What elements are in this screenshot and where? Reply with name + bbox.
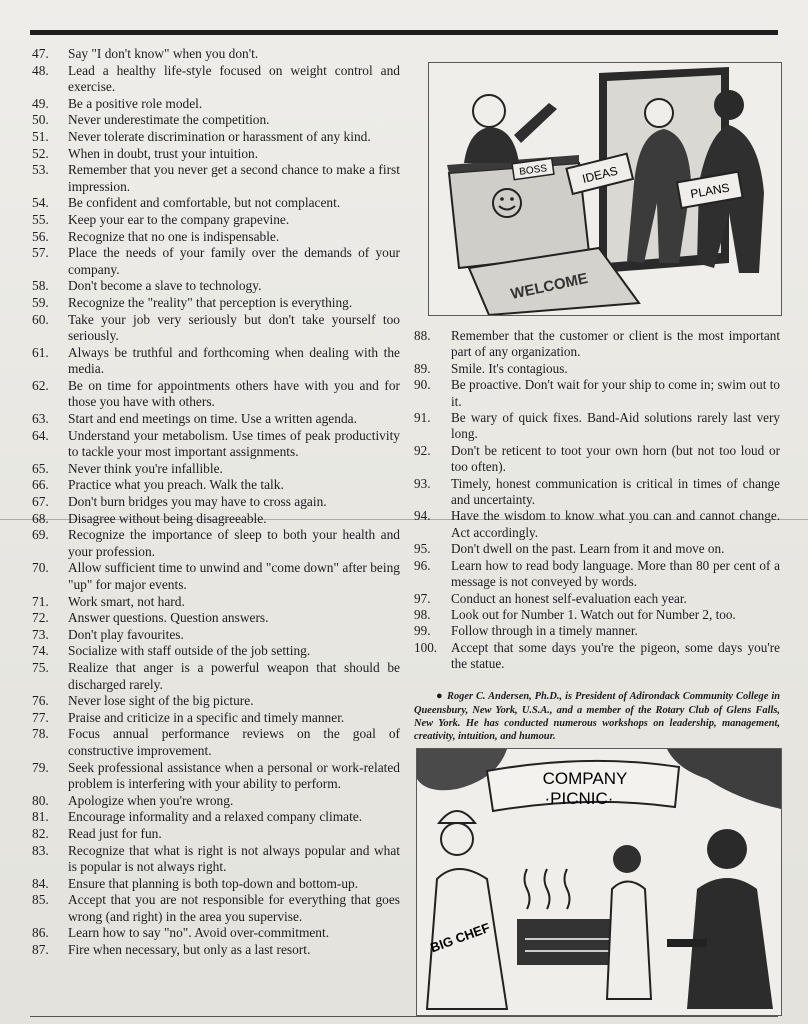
item-text: Have the wisdom to know what you can and cannot change. Act accordingly. — [451, 508, 780, 540]
item-number: 48. — [32, 62, 49, 78]
item-number: 64. — [32, 427, 49, 443]
list-item — [32, 411, 400, 428]
item-number: 80. — [32, 792, 49, 808]
item-text: Conduct an honest self-evaluation each year. — [451, 590, 687, 606]
list-item — [32, 710, 400, 727]
item-text: Smile. It's contagious. — [451, 360, 568, 376]
item-number: 49. — [32, 95, 49, 111]
list-item — [414, 328, 780, 361]
list-item — [32, 560, 400, 593]
item-number: 83. — [32, 842, 49, 858]
item-text: Always be truthful and forthcoming when dealing with the media. — [68, 344, 400, 377]
employee-head — [645, 99, 673, 127]
item-number: 47. — [32, 46, 49, 61]
top-rule — [30, 30, 778, 35]
item-text: Don't play favourites. — [68, 626, 184, 642]
item-number: 89. — [414, 360, 431, 376]
item-text: Disagree without being disagreeable. — [68, 510, 267, 526]
list-item — [32, 245, 400, 278]
item-text: Fire when necessary, but only as a last resort. — [68, 942, 311, 958]
list-item — [414, 591, 780, 607]
boss-head — [473, 95, 505, 127]
list-item — [32, 610, 400, 627]
item-number: 84. — [32, 875, 49, 891]
item-text: Accept that some days you're the pigeon, some days you're the statue. — [451, 639, 780, 672]
item-text: Remember that the customer or client is the most important part of any organization. — [451, 328, 780, 360]
list-item — [32, 428, 400, 461]
item-number: 51. — [32, 128, 49, 144]
item-number: 70. — [32, 560, 49, 576]
list-item — [32, 96, 400, 113]
item-text: Socialize with staff outside of the job setting. — [68, 643, 311, 659]
svg-text:IDEAS: IDEAS — [580, 163, 620, 186]
item-number: 91. — [414, 410, 431, 426]
item-number: 96. — [414, 557, 431, 573]
list-item — [32, 295, 400, 312]
item-number: 99. — [414, 623, 431, 639]
item-text: Start and end meetings on time. Use a written agenda. — [68, 411, 357, 427]
list-item — [32, 146, 400, 163]
plate — [667, 939, 707, 947]
item-number: 66. — [32, 477, 49, 493]
item-number: 60. — [32, 311, 49, 327]
item-number: 71. — [32, 593, 49, 609]
item-text: Allow sufficient time to unwind and "come down" after being "up" for major events. — [68, 560, 400, 592]
item-number: 54. — [32, 195, 49, 211]
list-item — [32, 594, 400, 611]
item-number: 73. — [32, 626, 49, 642]
author-bio — [414, 690, 780, 743]
item-number: 69. — [32, 527, 49, 543]
item-number: 98. — [414, 606, 431, 622]
item-number: 87. — [32, 942, 49, 958]
item-text: Keep your ear to the company grapevine. — [68, 211, 290, 227]
list-item — [414, 623, 780, 639]
list-item — [32, 925, 400, 942]
tips-list-right — [414, 328, 780, 673]
list-item — [32, 162, 400, 195]
item-number: 55. — [32, 211, 49, 227]
list-item — [32, 876, 400, 893]
item-text: Look out for Number 1. Watch out for Number 2, too. — [451, 606, 736, 622]
list-item — [32, 378, 400, 411]
item-number: 77. — [32, 709, 49, 725]
list-item — [32, 809, 400, 826]
list-item — [414, 607, 780, 623]
list-item — [414, 443, 780, 476]
list-item — [32, 660, 400, 693]
banner-line1: COMPANY — [542, 769, 628, 788]
item-text: Never lose sight of the big picture. — [68, 693, 254, 709]
item-text: Recognize the importance of sleep to both your health and your profession. — [68, 527, 400, 559]
item-text: Read just for fun. — [68, 825, 162, 841]
item-text: Be a positive role model. — [68, 95, 203, 111]
item-number: 68. — [32, 510, 49, 526]
item-text: Say "I don't know" when you don't. — [68, 46, 259, 61]
list-item — [32, 345, 400, 378]
item-text: Ensure that planning is both top-down and bottom-up. — [68, 875, 359, 891]
list-item — [32, 892, 400, 925]
item-number: 79. — [32, 759, 49, 775]
item-number: 82. — [32, 825, 49, 841]
item-text: Timely, honest communication is critical in times of change and uncertainty. — [451, 475, 780, 508]
list-item — [414, 361, 780, 377]
item-text: Encourage informality and a relaxed company climate. — [68, 809, 363, 825]
boss-cartoon — [428, 62, 782, 316]
list-item — [32, 278, 400, 295]
item-text: Realize that anger is a powerful weapon that should be discharged rarely. — [68, 659, 400, 692]
list-item — [32, 726, 400, 759]
item-text: Place the needs of your family over the demands of your company. — [68, 245, 400, 277]
item-number: 63. — [32, 411, 49, 427]
list-item — [414, 410, 780, 443]
picnic-cartoon-illustration — [417, 749, 781, 1015]
item-number: 86. — [32, 925, 49, 941]
list-item — [32, 312, 400, 345]
item-text: Remember that you never get a second chance to make a first impression. — [68, 162, 400, 194]
list-item — [32, 511, 400, 528]
tips-list-left — [32, 46, 400, 959]
banner-line2: ·PICNIC· — [544, 789, 614, 808]
list-item — [414, 558, 780, 591]
boss-sign: BOSS — [518, 163, 548, 178]
item-text: Be confident and comfortable, but not complacent. — [68, 195, 341, 211]
item-text: Never underestimate the competition. — [68, 112, 270, 128]
item-number: 97. — [414, 590, 431, 606]
item-number: 88. — [414, 328, 431, 343]
list-item — [414, 377, 780, 410]
item-text: Don't dwell on the past. Learn from it and move on. — [451, 541, 725, 557]
item-number: 100. — [414, 639, 438, 655]
picnic-cartoon — [416, 748, 782, 1016]
list-item — [32, 494, 400, 511]
list-item — [32, 826, 400, 843]
item-number: 78. — [32, 726, 49, 742]
item-text: Praise and criticize in a specific and timely manner. — [68, 709, 345, 725]
chef-head — [441, 823, 473, 855]
item-text: Lead a healthy life-style focused on weight control and exercise. — [68, 62, 400, 95]
item-number: 65. — [32, 460, 49, 476]
woman-head — [714, 90, 744, 120]
list-item — [32, 793, 400, 810]
item-number: 59. — [32, 294, 49, 310]
list-item — [32, 46, 400, 63]
list-item — [32, 942, 400, 959]
item-number: 67. — [32, 494, 49, 510]
bullet-icon: ● — [436, 690, 444, 703]
item-number: 92. — [414, 442, 431, 458]
item-text: Learn how to say "no". Avoid over-commitment. — [68, 925, 330, 941]
list-item — [414, 476, 780, 509]
item-number: 57. — [32, 245, 49, 261]
list-item — [32, 760, 400, 793]
item-text: Focus annual performance reviews on the goal of constructive improvement. — [68, 726, 400, 758]
list-item — [32, 129, 400, 146]
author-bio-text: Roger C. Andersen, Ph.D., is President of Adirondack Community College in Queensbury, New York, U.S.A., and a member of the Rotary Club of Glens Falls, New York. He has conducted numerous workshops on leadership, management, creativity, intuition, and humour. — [414, 691, 780, 742]
item-text: Never think you're infallible. — [68, 460, 223, 476]
list-item — [32, 627, 400, 644]
svg-text:WELCOME: WELCOME — [509, 270, 590, 303]
item-number: 50. — [32, 112, 49, 128]
list-item — [414, 640, 780, 673]
item-text: Don't be reticent to toot your own horn (but not too loud or too often). — [451, 442, 780, 475]
item-text: Be on time for appointments others have with you and for those you have with others. — [68, 377, 400, 410]
item-number: 76. — [32, 693, 49, 709]
list-item — [32, 63, 400, 96]
item-number: 94. — [414, 508, 431, 524]
item-number: 52. — [32, 145, 49, 161]
item-number: 62. — [32, 377, 49, 393]
list-item — [32, 461, 400, 478]
list-item — [32, 212, 400, 229]
guest-body — [607, 882, 651, 1000]
item-text: Recognize the "reality" that perception is everything. — [68, 294, 353, 310]
item-text: Apologize when you're wrong. — [68, 792, 234, 808]
item-number: 53. — [32, 162, 49, 178]
item-text: Take your job very seriously but don't take yourself too seriously. — [68, 311, 400, 344]
item-text: Recognize that no one is indispensable. — [68, 228, 280, 244]
item-number: 90. — [414, 377, 431, 393]
item-text: Seek professional assistance when a personal or work-related problem is interfering with your ability to perform. — [68, 759, 400, 792]
item-text: Recognize that what is right is not always popular and what is popular is not always right. — [68, 842, 400, 875]
item-number: 95. — [414, 541, 431, 557]
list-item — [414, 508, 780, 541]
list-item — [414, 541, 780, 557]
item-text: Never tolerate discrimination or harassment of any kind. — [68, 128, 371, 144]
item-number: 74. — [32, 643, 49, 659]
item-text: Don't become a slave to technology. — [68, 278, 262, 294]
list-item — [32, 843, 400, 876]
svg-text:PLANS: PLANS — [689, 180, 731, 202]
guest-head — [613, 845, 641, 873]
apron-text: BIG CHEF — [428, 919, 492, 956]
list-item — [32, 229, 400, 246]
list-item — [32, 643, 400, 660]
item-number: 81. — [32, 809, 49, 825]
item-text: Understand your metabolism. Use times of peak productivity to tackle your most important assignments. — [68, 427, 400, 460]
item-text: Accept that you are not responsible for everything that goes wrong (and right) in the area you supervise. — [68, 892, 400, 924]
item-number: 72. — [32, 610, 49, 626]
item-text: Follow through in a timely manner. — [451, 623, 638, 639]
item-text: When in doubt, trust your intuition. — [68, 145, 259, 161]
item-number: 85. — [32, 892, 49, 908]
item-text: Practice what you preach. Walk the talk. — [68, 477, 284, 493]
item-number: 58. — [32, 278, 49, 294]
woman-right-head — [707, 829, 747, 869]
item-number: 75. — [32, 659, 49, 675]
list-item — [32, 112, 400, 129]
list-item — [32, 477, 400, 494]
item-number: 56. — [32, 228, 49, 244]
item-text: Learn how to read body language. More than 80 per cent of a message is not conveyed by words. — [451, 557, 780, 590]
item-text: Answer questions. Question answers. — [68, 610, 269, 626]
list-item — [32, 195, 400, 212]
item-number: 93. — [414, 475, 431, 491]
item-text: Work smart, not hard. — [68, 593, 185, 609]
list-item — [32, 693, 400, 710]
item-text: Don't burn bridges you may have to cross again. — [68, 494, 327, 510]
item-text: Be wary of quick fixes. Band-Aid solutions rarely last very long. — [451, 410, 780, 442]
item-text: Be proactive. Don't wait for your ship to come in; swim out to it. — [451, 377, 780, 409]
boss-cartoon-illustration — [429, 63, 781, 315]
list-item — [32, 527, 400, 560]
item-number: 61. — [32, 344, 49, 360]
bottom-rule — [30, 1016, 778, 1017]
